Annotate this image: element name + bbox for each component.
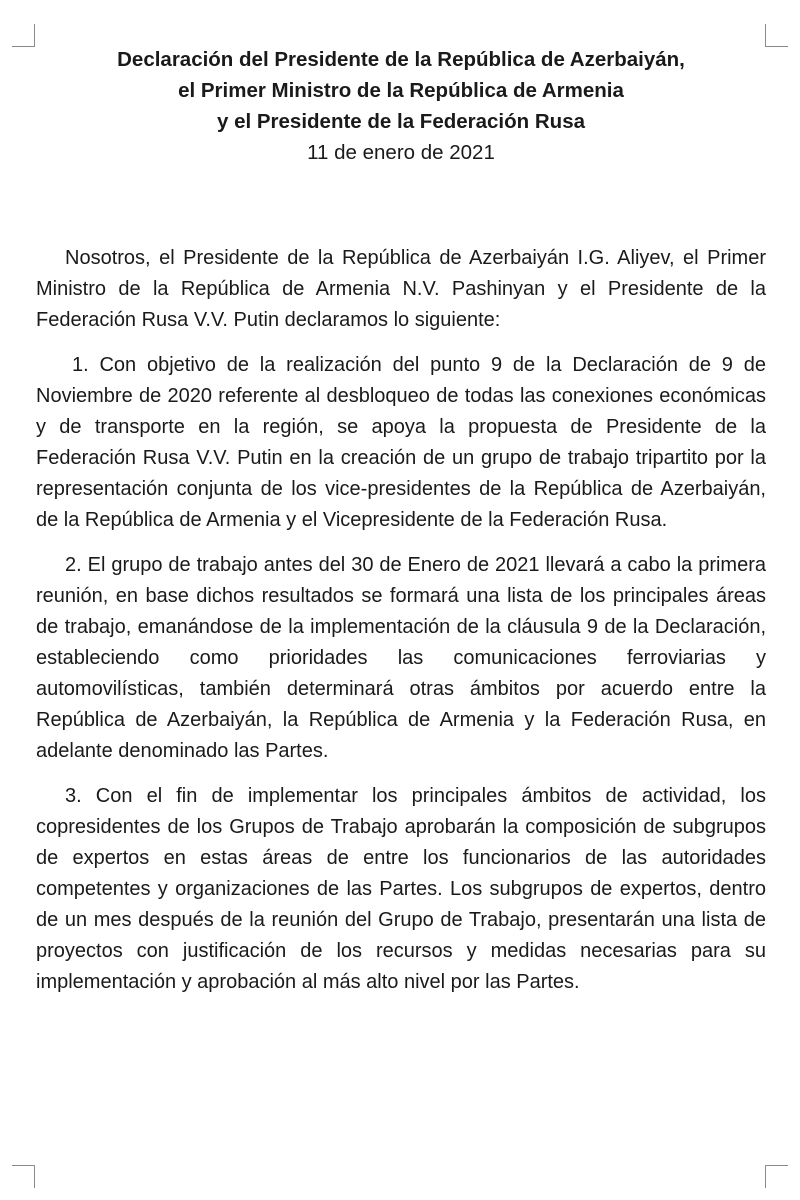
paragraph-intro: Nosotros, el Presidente de la República de Azerbaiyán I.G. Aliyev, el Primer Ministro de la República de Armenia N.V. Pashinyan y el Presidente de la Federación Rusa V.V. Putin declaramos lo siguiente: [36, 247, 766, 331]
document-header [36, 44, 766, 168]
crop-mark-top-left [12, 24, 35, 47]
paragraph-point-1: 1. Con objetivo de la realización del punto 9 de la Declaración de 9 de Noviembre de 2020 referente al desbloqueo de todas las conexiones económicas y de transporte en la región, se apoya la propuesta de Presidente de la Federación Rusa V.V. Putin en la creación de un grupo de trabajo tripartito por la representación conjunta de los vice-presidentes de la República de Azerbaiyán, de la República de Armenia y el Vicepresidente de la Federación Rusa. [36, 354, 766, 531]
title-line-2: el Primer Ministro de la República de Armenia [178, 79, 624, 102]
paragraph-point-3: 3. Con el fin de implementar los principales ámbitos de actividad, los copresidentes de los Grupos de Trabajo aprobarán la composición de subgrupos de expertos en estas áreas de entre los funcionarios de las autoridades competentes y organizaciones de las Partes. Los subgrupos de expertos, dentro de un mes después de la reunión del Grupo de Trabajo, presentarán una lista de proyectos con justificación de los recursos y medidas necesarias para su implementación y aprobación al más alto nivel por las Partes. [36, 785, 766, 993]
crop-mark-bottom-left [12, 1165, 35, 1188]
paragraph-point-2: 2. El grupo de trabajo antes del 30 de Enero de 2021 llevará a cabo la primera reunión, en base dichos resultados se formará una lista de los principales áreas de trabajo, emanándose de la implementación de la cláusula 9 de la Declaración, estableciendo como prioridades las comunicaciones ferroviarias y automovilísticas, también determinará otras ámbitos por acuerdo entre la República de Azerbaiyán, la República de Armenia y la Federación Rusa, en adelante denominado las Partes. [36, 554, 766, 762]
document-date: 11 de enero de 2021 [307, 141, 495, 164]
title-line-3: y el Presidente de la Federación Rusa [216, 110, 585, 133]
document-body [36, 243, 766, 998]
title-line-1: Declaración del Presidente de la República de Azerbaiyán, [117, 48, 685, 71]
document-page [36, 44, 766, 1012]
crop-mark-bottom-right [765, 1165, 788, 1188]
crop-mark-top-right [765, 24, 788, 47]
